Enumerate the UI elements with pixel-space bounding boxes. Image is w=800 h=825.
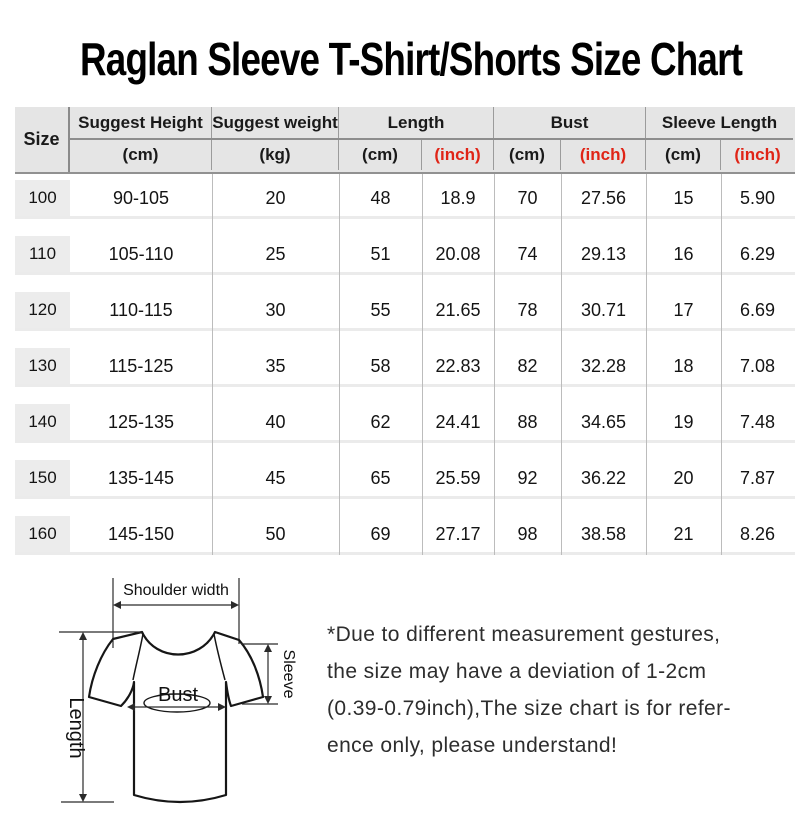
bust-label: Bust [157,684,199,706]
arrowhead [264,644,272,652]
page-title: Raglan Sleeve T-Shirt/Shorts Size Chart [80,33,743,85]
sleeve-label: Sleeve [280,649,297,699]
tshirt-outline [89,632,263,802]
size-cell: 110 [15,236,70,272]
header-length: Length [339,107,494,138]
size-table [15,107,795,572]
header-unit-row [70,140,793,170]
table-row: 130 115-125 35 58 22.83 82 32.28 18 7.08 [15,348,795,387]
measurement-note [327,616,792,764]
unit-weight-kg: (kg) [212,140,339,170]
arrowhead [264,696,272,704]
raglan-seam-left [133,634,143,680]
table-row: 100 90-105 20 48 18.9 70 27.56 15 5.90 [15,180,795,219]
header-group-row [70,107,793,140]
header-size: Size [15,107,70,172]
arrowhead [79,632,87,640]
column-divider [212,174,213,555]
column-divider [561,174,562,555]
unit-sleeve-inch: (inch) [734,145,781,164]
size-cell: 130 [15,348,70,384]
table-row: 120 110-115 30 55 21.65 78 30.71 17 6.69 [15,292,795,331]
arrowhead [79,794,87,802]
table-row: 140 125-135 40 62 24.41 88 34.65 19 7.48 [15,404,795,443]
unit-height-cm: (cm) [70,140,212,170]
unit-sleeve-cm: (cm) [646,140,721,170]
size-cell: 120 [15,292,70,328]
shoulder-width-label: Shoulder width [123,582,229,599]
size-cell: 100 [15,180,70,216]
table-row: 110 105-110 25 51 20.08 74 29.13 16 6.29 [15,236,795,275]
length-label: Length [65,697,87,759]
note-line: ence only, please understand! [327,734,618,757]
header-suggest-weight: Suggest weight [212,107,339,138]
table-row: 150 135-145 45 65 25.59 92 36.22 20 7.87 [15,460,795,499]
size-cell: 140 [15,404,70,440]
note-line: *Due to different measurement gestures, [327,623,721,646]
size-cell: 150 [15,460,70,496]
arrowhead [127,703,135,711]
column-divider [721,174,722,555]
size-cell: 160 [15,516,70,552]
column-divider [494,174,495,555]
unit-length-inch: (inch) [422,140,494,170]
tshirt-measurement-diagram [30,570,320,820]
header-suggest-height: Suggest Height [70,107,212,138]
arrowhead [218,703,226,711]
arrowhead [231,601,239,609]
arrowhead [113,601,121,609]
header-bust: Bust [494,107,646,138]
unit-bust-cm: (cm) [494,140,561,170]
note-line: the size may have a deviation of 1-2cm [327,660,707,683]
unit-bust-inch: (inch) [561,140,646,170]
sleeve-guides [241,644,278,704]
note-line: (0.39-0.79inch),The size chart is for refer- [327,697,731,720]
table-body [15,174,795,555]
raglan-seam-right [214,634,225,680]
unit-length-cm: (cm) [339,140,422,170]
header-sleeve-length: Sleeve Length [661,113,778,132]
table-row: 160 145-150 50 69 27.17 98 38.58 21 8.26 [15,516,795,555]
column-divider [422,174,423,555]
column-divider [646,174,647,555]
table-header [15,107,795,174]
column-divider [339,174,340,555]
